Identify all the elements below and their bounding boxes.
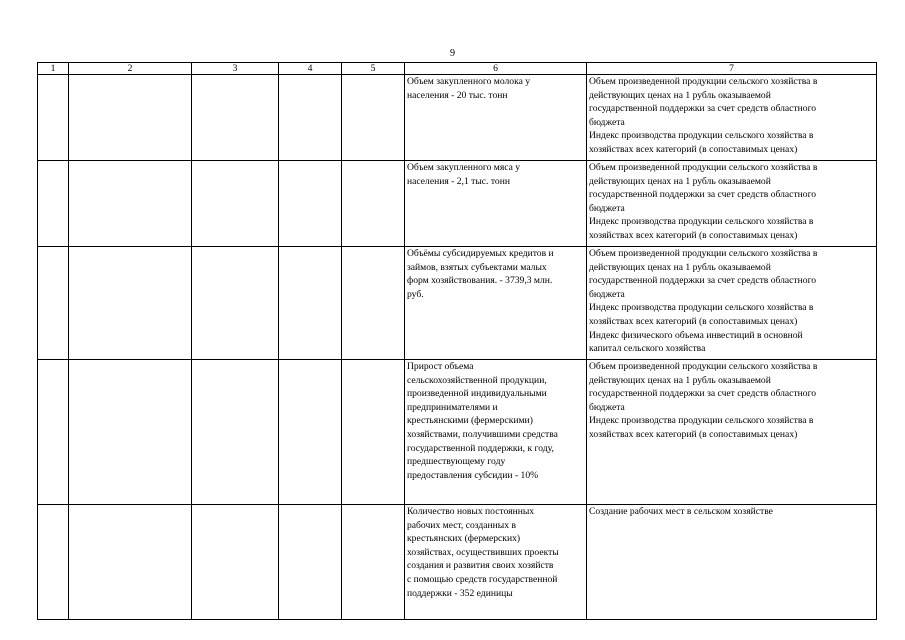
column-header: 3: [192, 63, 279, 75]
empty-cell: [192, 161, 279, 247]
empty-cell: [192, 360, 279, 505]
result-cell: Создание рабочих мест в сельском хозяйстве: [587, 505, 877, 620]
empty-cell: [69, 247, 192, 360]
empty-cell: [38, 161, 69, 247]
empty-cell: [69, 75, 192, 161]
result-cell: Объем произведенной продукции сельского хозяйства в действующих ценах на 1 рубль оказываемой государственной поддержки за счет средств областного бюджета Индекс производства продукции сельского хозяйства в хозяйствах всех категорий (в сопоставимых ценах): [587, 75, 877, 161]
column-header: 5: [342, 63, 405, 75]
table-row: [38, 505, 877, 620]
table-row: [38, 161, 877, 247]
result-cell: Объем произведенной продукции сельского хозяйства в действующих ценах на 1 рубль оказываемой государственной поддержки за счет средств областного бюджета Индекс производства продукции сельского хозяйства в хозяйствах всех категорий (в сопоставимых ценах): [587, 360, 877, 505]
empty-cell: [279, 75, 342, 161]
empty-cell: [69, 360, 192, 505]
result-cell: Объем произведенной продукции сельского хозяйства в действующих ценах на 1 рубль оказываемой государственной поддержки за счет средств областного бюджета Индекс производства продукции сельского хозяйства в хозяйствах всех категорий (в сопоставимых ценах): [587, 161, 877, 247]
empty-cell: [192, 505, 279, 620]
empty-cell: [279, 505, 342, 620]
indicator-cell: Объем закупленного молока у населения - 20 тыс. тонн: [405, 75, 587, 161]
empty-cell: [38, 247, 69, 360]
empty-cell: [279, 161, 342, 247]
empty-cell: [38, 75, 69, 161]
column-header: 6: [405, 63, 587, 75]
indicator-table: [37, 62, 877, 620]
empty-cell: [69, 161, 192, 247]
empty-cell: [38, 360, 69, 505]
empty-cell: [192, 247, 279, 360]
empty-cell: [342, 161, 405, 247]
indicator-cell: Прирост объема сельскохозяйственной продукции, произведенной индивидуальными предпринимателями и крестьянскими (фермерскими) хозяйствами, получившими средства государственной поддержки, к году, предшествующему году предоставления субсидии - 10%: [405, 360, 587, 505]
table-row: [38, 75, 877, 161]
result-cell: Объем произведенной продукции сельского хозяйства в действующих ценах на 1 рубль оказываемой государственной поддержки за счет средств областного бюджета Индекс производства продукции сельского хозяйства в хозяйствах всех категорий (в сопоставимых ценах) Индекс физического объема инвестиций в основной капитал сельского хозяйства: [587, 247, 877, 360]
indicator-cell: Объем закупленного мяса у населения - 2,1 тыс. тонн: [405, 161, 587, 247]
empty-cell: [342, 360, 405, 505]
empty-cell: [279, 247, 342, 360]
column-number-row: [38, 63, 877, 75]
empty-cell: [279, 360, 342, 505]
empty-cell: [342, 75, 405, 161]
column-header: 4: [279, 63, 342, 75]
column-header: 2: [69, 63, 192, 75]
table-row: [38, 360, 877, 505]
table-row: [38, 247, 877, 360]
empty-cell: [342, 247, 405, 360]
column-header: 1: [38, 63, 69, 75]
indicator-cell: Количество новых постоянных рабочих мест, созданных в крестьянских (фермерских) хозяйствах, осуществивших проекты создания и развития своих хозяйств с помощью средств государственной поддержки - 352 единицы: [405, 505, 587, 620]
empty-cell: [69, 505, 192, 620]
empty-cell: [342, 505, 405, 620]
indicator-cell: Объёмы субсидируемых кредитов и займов, взятых субъектами малых форм хозяйствования. - 3739,3 млн. руб.: [405, 247, 587, 360]
column-header: 7: [587, 63, 877, 75]
page-number: 9: [450, 48, 455, 59]
empty-cell: [192, 75, 279, 161]
empty-cell: [38, 505, 69, 620]
